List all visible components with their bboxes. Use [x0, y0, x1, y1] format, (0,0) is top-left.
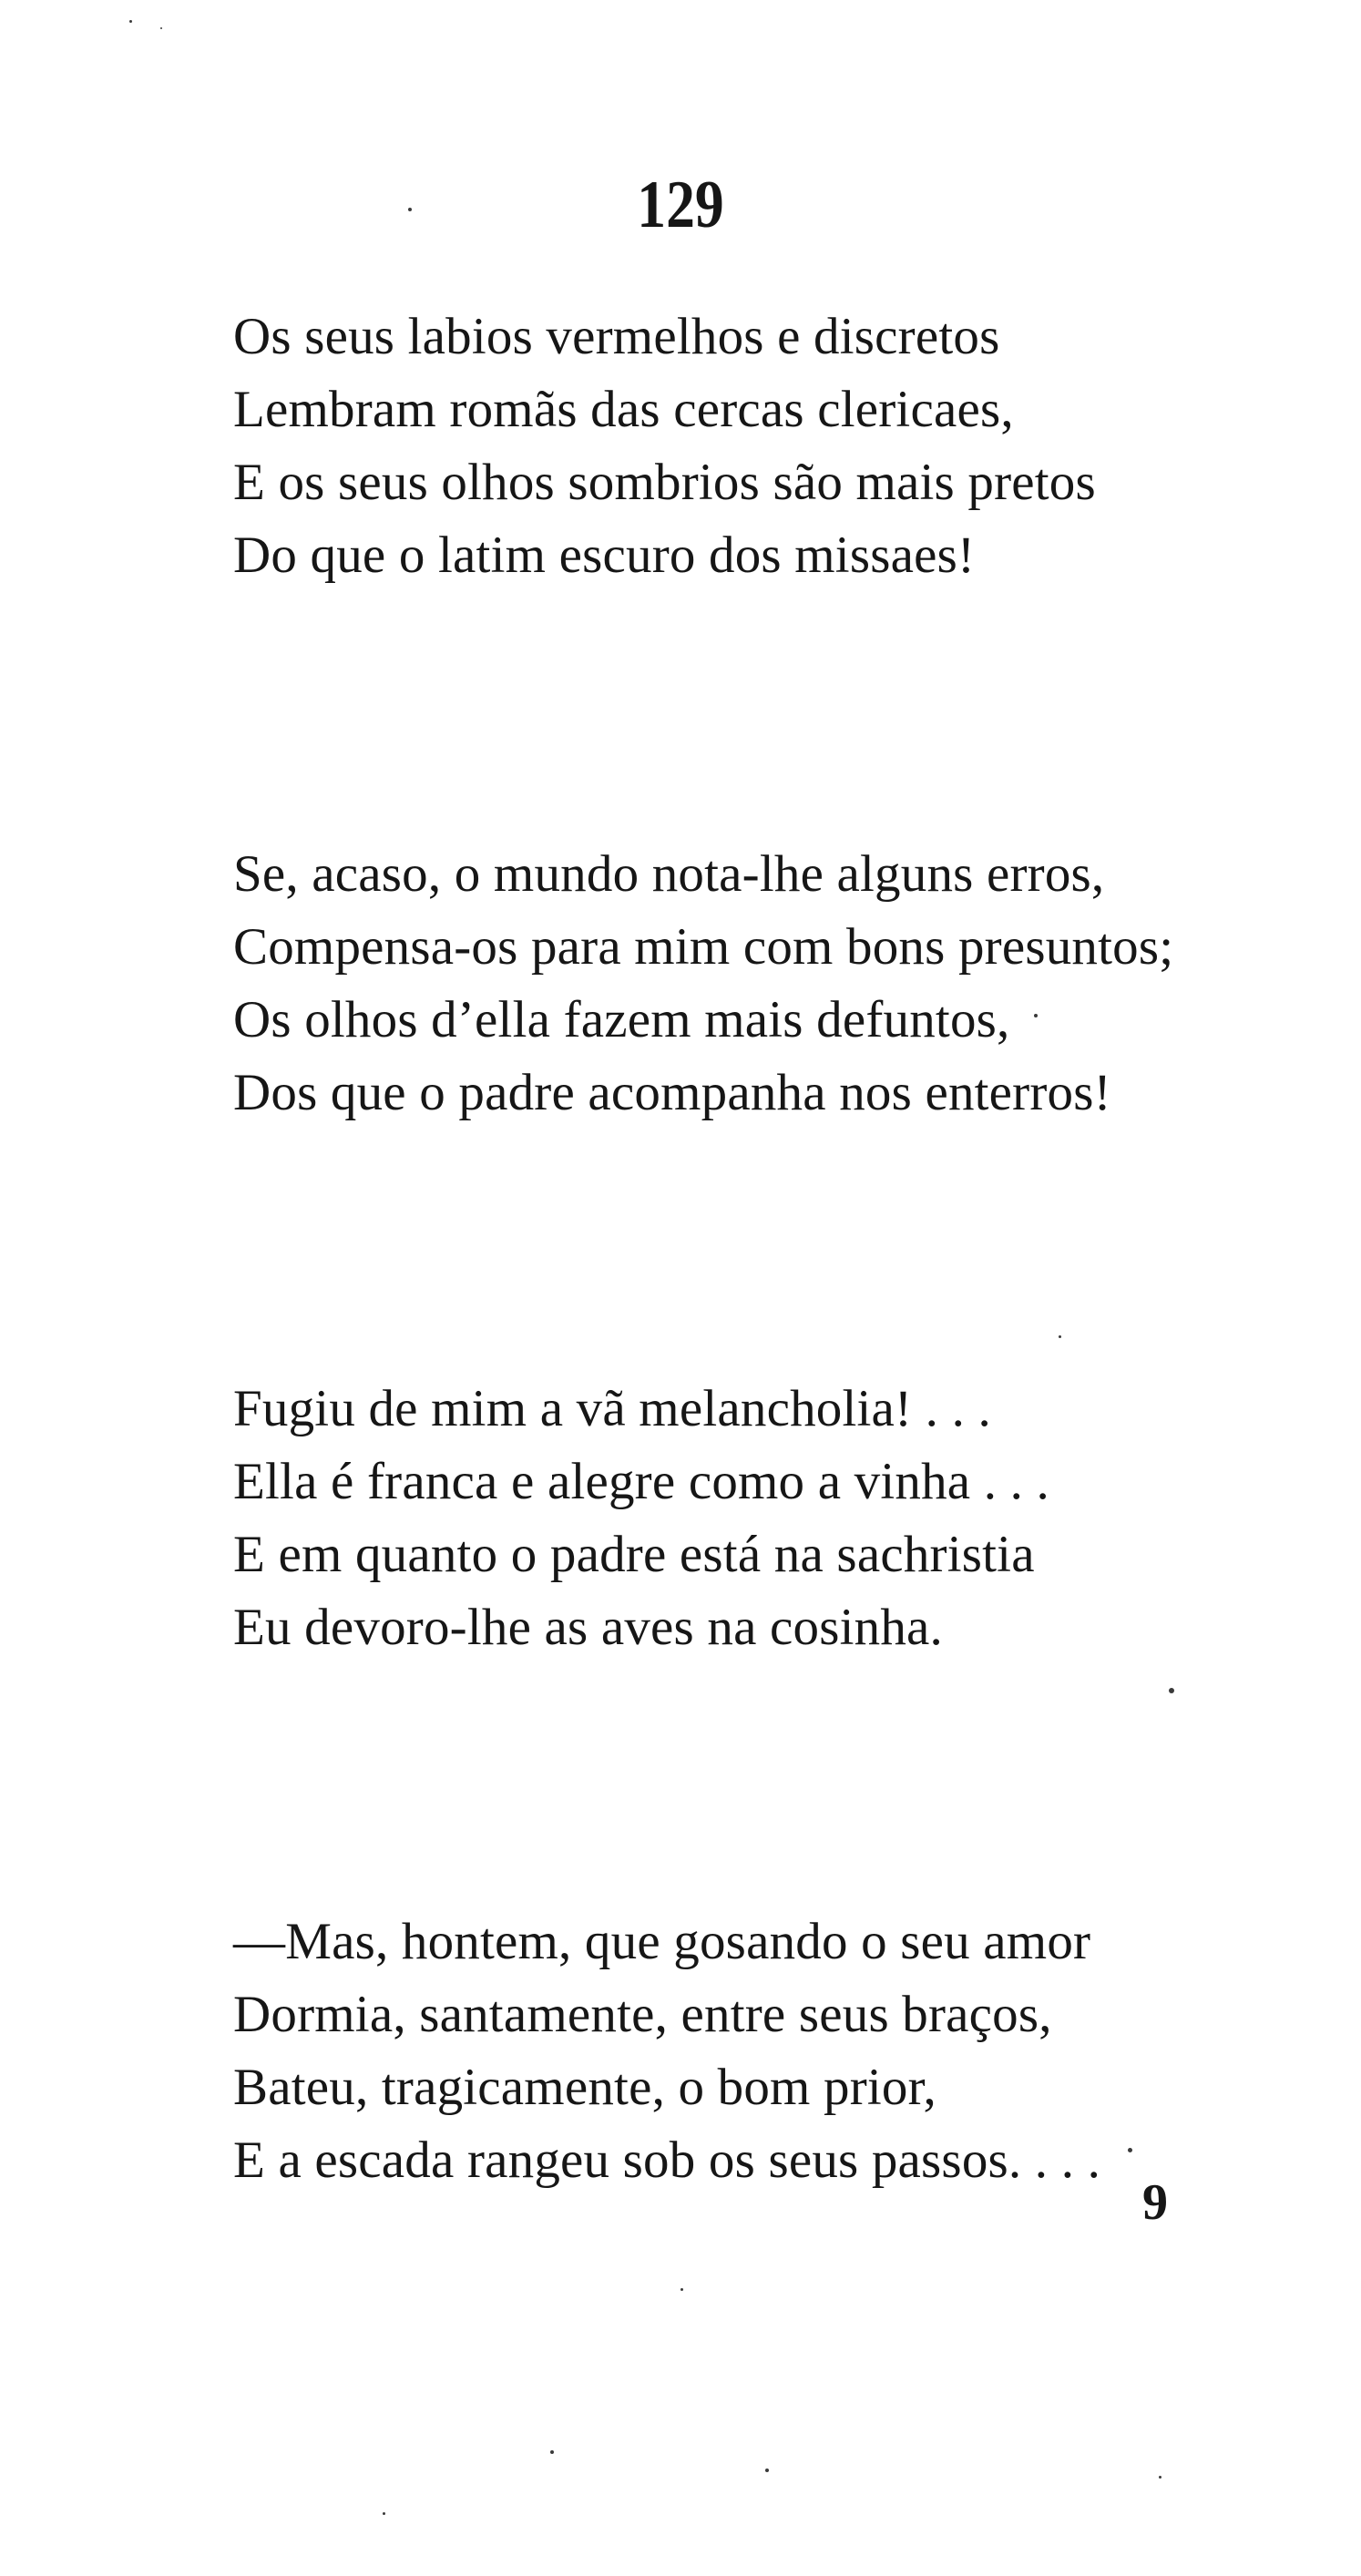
- ink-speck: [383, 2512, 385, 2515]
- ink-speck: [1059, 1335, 1061, 1338]
- ink-speck: [129, 20, 132, 23]
- ink-speck: [680, 2288, 683, 2291]
- verse-line: Lembram romãs das cercas clericaes,: [233, 381, 1014, 438]
- verse-line: Bateu, tragicamente, o bom prior,: [233, 2059, 936, 2116]
- verse-line: Dormia, santamente, entre seus braços,: [233, 1986, 1052, 2043]
- ink-speck: [550, 2450, 554, 2454]
- stanza-4: [233, 1906, 1290, 2197]
- ink-speck: [1159, 2476, 1161, 2479]
- stanza-2: [233, 838, 1290, 1130]
- verse-line: —Mas, hontem, que gosando o seu amor: [233, 1913, 1091, 1970]
- verse-line: Ella é franca e alegre como a vinha . . .: [233, 1453, 1049, 1510]
- signature-mark: 9: [1142, 2174, 1168, 2231]
- ink-speck: [160, 27, 162, 29]
- verse-line: Os seus labios vermelhos e discretos: [233, 308, 1000, 365]
- stanza-1: [233, 301, 1290, 592]
- verse-line: Se, acaso, o mundo nota-lhe alguns erros,: [233, 845, 1105, 903]
- verse-line: E a escada rangeu sob os seus passos. . . .: [233, 2131, 1101, 2189]
- verse-line: Compensa-os para mim com bons presuntos;: [233, 918, 1174, 976]
- verse-line: Eu devoro-lhe as aves na cosinha.: [233, 1599, 943, 1656]
- verse-line: Os olhos d’ella fazem mais defuntos,: [233, 991, 1010, 1048]
- ink-speck: [1128, 2148, 1132, 2152]
- verse-line: Dos que o padre acompanha nos enterros!: [233, 1064, 1111, 1121]
- ink-speck: [1169, 1688, 1174, 1693]
- verse-line: E os seus olhos sombrios são mais pretos: [233, 454, 1096, 511]
- ink-speck: [408, 208, 412, 211]
- verse-line: Fugiu de mim a vã melancholia! . . .: [233, 1380, 991, 1437]
- stanza-3: [233, 1373, 1290, 1664]
- ink-speck: [1034, 1014, 1038, 1017]
- ink-speck: [765, 2469, 769, 2472]
- verse-line: E em quanto o padre está na sachristia: [233, 1526, 1035, 1583]
- verse-line: Do que o latim escuro dos missaes!: [233, 526, 976, 584]
- page-number: 129: [637, 168, 724, 242]
